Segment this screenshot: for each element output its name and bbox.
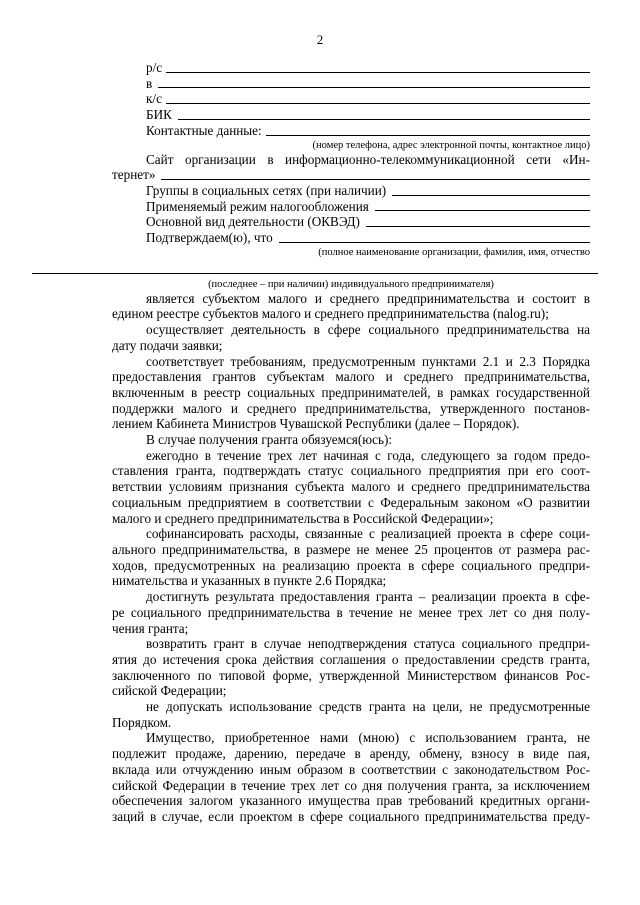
field-contacts — [112, 123, 590, 139]
paragraph-5: ежегодно в течение трех лет начиная с года, следующего за годом предо- ставления гранта, подтверждать статус социального предприятия при его соот- ветствии условиям признания субъекта малого и среднего предпринимательства социальным предприятием в соответствии с Федеральным законом «О развитии малого и среднего предпринимательства в Российской Федерации»; — [112, 447, 590, 526]
field-social-line — [392, 185, 590, 196]
field-bank — [112, 76, 590, 92]
confirm-hint-2: (последнее – при наличии) индивидуального предпринимателя) — [208, 278, 494, 290]
paragraph-1: является субъектом малого и среднего предпринимательства и состоит в едином реестре субъектов малого и среднего предпринимательства (nalog.ru); — [112, 290, 590, 322]
org-name-line — [32, 259, 598, 274]
field-okved-label: Основной вид деятельности (ОКВЭД) — [146, 214, 360, 230]
field-confirm-line — [279, 232, 590, 243]
field-ks-line — [166, 93, 590, 104]
paragraph-2: осуществляет деятельность в сфере социального предпринимательства на дату подачи заявки; — [112, 322, 590, 353]
site-label-line2: тернет» — [112, 167, 156, 183]
field-rs — [112, 60, 590, 76]
confirm-hint: (полное наименование организации, фамилия, имя, отчество — [318, 246, 590, 258]
document-body — [112, 60, 590, 825]
field-bik-line — [178, 109, 590, 120]
field-okved — [112, 214, 590, 230]
field-bik — [112, 107, 590, 123]
field-site — [112, 167, 590, 183]
field-ks — [112, 91, 590, 107]
contacts-hint: (номер телефона, адрес электронной почты, контактное лицо) — [312, 139, 590, 151]
field-tax-line — [375, 200, 590, 211]
paragraph-9: не допускать использование средств гранта на цели, не предусмотренные Порядком. — [112, 699, 590, 730]
field-contacts-label: Контактные данные: — [146, 122, 262, 138]
field-bank-line — [158, 77, 590, 88]
field-tax — [112, 199, 590, 215]
page-number: 2 — [316, 32, 324, 47]
paragraph-3: соответствует требованиям, предусмотренным пунктами 2.1 и 2.3 Порядка предоставления грантов субъектам малого и среднего предпринимательства, включенным в реестр социальных предпринимателей, в рамках государственной поддержки малого и среднего предпринимательства, утвержденного постанов- лением Кабинета Министров Чувашской Республики (далее – Порядок). — [112, 353, 590, 432]
paragraph-4: В случае получения гранта обязуемся(юсь): — [146, 432, 393, 448]
paragraph-10: Имущество, приобретенное нами (мною) с использованием гранта, не подлежит продаже, дарению, передаче в аренду, обмену, взносу в виде пая, вклада или отчуждению иным образом в соответствии с законодательством Рос- сийской Федерации в течение трех лет со дня получения гранта, за исключением обеспечения залогом указанного имущества прав требований кредитных органи- заций в случае, если проектом в сфере социального предпринимательства преду- — [112, 730, 590, 824]
field-site-line — [161, 169, 590, 180]
field-confirm-label: Подтверждаем(ю), что — [146, 230, 273, 246]
field-bik-label: БИК — [146, 107, 172, 123]
site-label-line1: Сайт организации в информационно-телекоммуникационной сети «Ин- — [146, 151, 590, 167]
field-contacts-line — [266, 125, 590, 136]
field-social-label: Группы в социальных сетях (при наличии) — [146, 182, 387, 198]
field-ks-label: к/с — [146, 91, 162, 107]
field-tax-label: Применяемый режим налогообложения — [146, 198, 369, 214]
paragraph-8: возвратить грант в случае неподтверждения статуса социального предпри- ятия до истечения срока действия соглашения о предоставлении средств гранта, заключенного по типовой форме, утвержденной Министерством финансов Рос- сийской Федерации; — [112, 636, 590, 699]
field-social — [112, 183, 590, 199]
paragraph-6: софинансировать расходы, связанные с реализацией проекта в сфере соци- ального предпринимательства, в размере не менее 25 процентов от размера рас- ходов, предусмотренных на реализацию проекта в сфере социального предпри- нимательства и указанных в пункте 2.6 Порядка; — [112, 526, 590, 589]
field-confirm — [112, 230, 590, 246]
field-rs-line — [166, 62, 590, 73]
field-rs-label: р/с — [146, 60, 163, 75]
field-okved-line — [366, 216, 590, 227]
field-bank-label: в — [146, 75, 153, 91]
paragraph-7: достигнуть результата предоставления гранта – реализации проекта в сфе- ре социального предпринимательства в течение не менее трех лет со дня полу- чения гранта; — [112, 589, 590, 636]
